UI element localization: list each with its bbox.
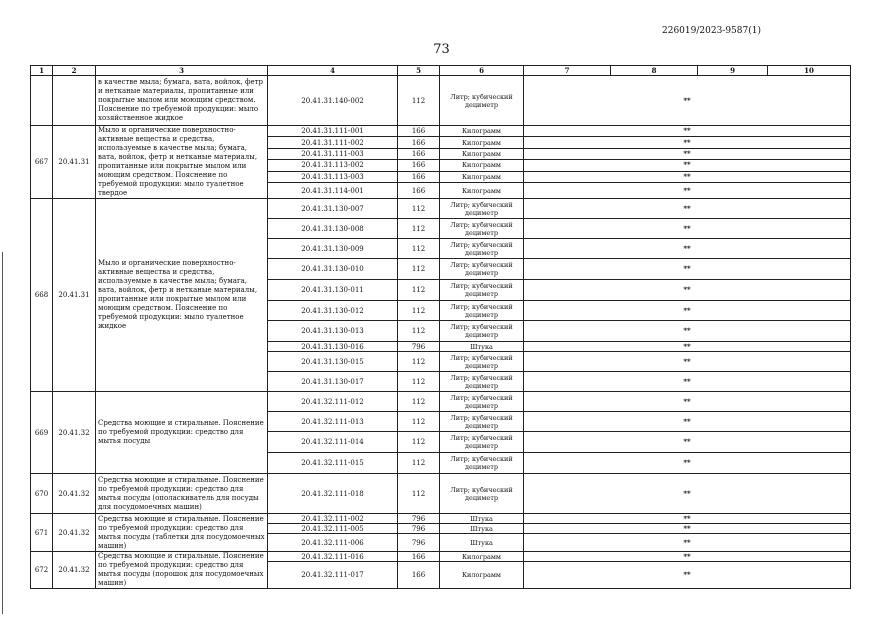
unit-name: Литр; кубический дециметр — [440, 352, 524, 372]
requirement-mark: ** — [524, 534, 851, 552]
ktru-code: 20.41.31.130-012 — [268, 301, 398, 321]
unit-name: Килограмм — [440, 160, 524, 171]
okei-code: 166 — [398, 183, 440, 199]
ktru-code: 20.41.32.111-013 — [268, 412, 398, 432]
unit-name: Штука — [440, 524, 524, 534]
column-header: 5 — [398, 66, 440, 76]
table-row — [31, 474, 851, 514]
table-row — [31, 126, 851, 137]
okpd-code: 20.41.32 — [53, 514, 96, 552]
ktru-code: 20.41.31.130-016 — [268, 342, 398, 352]
ktru-code: 20.41.31.111-002 — [268, 137, 398, 148]
okei-code: 112 — [398, 474, 440, 514]
okei-code: 112 — [398, 321, 440, 342]
unit-name: Литр; кубический дециметр — [440, 76, 524, 126]
product-description: Средства моющие и стиральные. Пояснение по требуемой продукции: средство для мытья посуды (ополаскиватель для посуды для посудомоечных машин) — [96, 474, 268, 514]
okei-code: 796 — [398, 534, 440, 552]
ktru-code: 20.41.31.140-002 — [268, 76, 398, 126]
ktru-code: 20.41.32.111-005 — [268, 524, 398, 534]
table-row — [31, 514, 851, 524]
unit-name: Литр; кубический дециметр — [440, 474, 524, 514]
row-number: 670 — [31, 474, 53, 514]
okei-code: 112 — [398, 199, 440, 219]
unit-name: Литр; кубический дециметр — [440, 259, 524, 280]
okei-code: 166 — [398, 160, 440, 171]
okei-code: 166 — [398, 148, 440, 159]
document-number: 226019/2023-9587(1) — [662, 26, 761, 36]
okei-code: 112 — [398, 392, 440, 412]
ktru-code: 20.41.31.130-015 — [268, 352, 398, 372]
ktru-code: 20.41.32.111-017 — [268, 562, 398, 589]
okei-code: 796 — [398, 524, 440, 534]
okei-code: 166 — [398, 137, 440, 148]
requirement-mark: ** — [524, 183, 851, 199]
requirement-mark: ** — [524, 76, 851, 126]
ktru-code: 20.41.31.111-001 — [268, 126, 398, 137]
ktru-code: 20.41.31.130-013 — [268, 321, 398, 342]
okei-code: 112 — [398, 76, 440, 126]
okei-code: 796 — [398, 514, 440, 524]
column-header: 8 — [611, 66, 698, 76]
requirement-mark: ** — [524, 239, 851, 259]
requirement-mark: ** — [524, 259, 851, 280]
ktru-code: 20.41.32.111-006 — [268, 534, 398, 552]
ktru-code: 20.41.31.130-017 — [268, 372, 398, 392]
ktru-code: 20.41.31.130-010 — [268, 259, 398, 280]
okei-code: 112 — [398, 412, 440, 432]
requirement-mark: ** — [524, 552, 851, 562]
column-header: 3 — [96, 66, 268, 76]
unit-name: Литр; кубический дециметр — [440, 301, 524, 321]
unit-name: Штука — [440, 514, 524, 524]
okpd-code: 20.41.32 — [53, 392, 96, 474]
requirement-mark: ** — [524, 352, 851, 372]
unit-name: Литр; кубический дециметр — [440, 392, 524, 412]
row-number: 668 — [31, 199, 53, 392]
unit-name: Литр; кубический дециметр — [440, 219, 524, 239]
unit-name: Килограмм — [440, 171, 524, 182]
requirement-mark: ** — [524, 474, 851, 514]
unit-name: Килограмм — [440, 126, 524, 137]
ktru-code: 20.41.31.130-011 — [268, 280, 398, 301]
scan-margin-line — [2, 252, 3, 614]
unit-name: Килограмм — [440, 183, 524, 199]
okei-code: 796 — [398, 342, 440, 352]
product-description: Мыло и органические поверхностно-активные вещества и средства, используемые в качестве мыла; бумага, вата, войлок, фетр и нетканые материалы, пропитанные или покрытые мылом или моющим средством. Пояснение по требуемой продукции: мыло туалетное жидкое — [96, 199, 268, 392]
column-header: 10 — [768, 66, 851, 76]
table-row — [31, 76, 851, 126]
requirement-mark: ** — [524, 199, 851, 219]
ktru-code: 20.41.32.111-014 — [268, 432, 398, 453]
unit-name: Литр; кубический дециметр — [440, 372, 524, 392]
column-header: 7 — [524, 66, 611, 76]
okei-code: 112 — [398, 239, 440, 259]
ktru-code: 20.41.31.130-008 — [268, 219, 398, 239]
requirement-mark: ** — [524, 524, 851, 534]
unit-name: Штука — [440, 534, 524, 552]
unit-name: Литр; кубический дециметр — [440, 432, 524, 453]
row-number: 672 — [31, 552, 53, 589]
unit-name: Литр; кубический дециметр — [440, 199, 524, 219]
page-number: 73 — [433, 42, 450, 57]
ktru-code: 20.41.32.111-016 — [268, 552, 398, 562]
unit-name: Килограмм — [440, 552, 524, 562]
ktru-code: 20.41.31.130-009 — [268, 239, 398, 259]
requirement-mark: ** — [524, 514, 851, 524]
row-number: 669 — [31, 392, 53, 474]
okei-code: 112 — [398, 280, 440, 301]
row-number: 671 — [31, 514, 53, 552]
unit-name: Штука — [440, 342, 524, 352]
column-header: 6 — [440, 66, 524, 76]
ktru-code: 20.41.32.111-012 — [268, 392, 398, 412]
okei-code: 112 — [398, 352, 440, 372]
product-description: Мыло и органические поверхностно-активные вещества и средства, используемые в качестве мыла; бумага, вата, войлок, фетр и нетканые материалы, пропитанные или покрытые мылом или моющим средством. Пояснение по требуемой продукции: мыло туалетное твердое — [96, 126, 268, 199]
product-description: в качестве мыла; бумага, вата, войлок, фетр и нетканые материалы, пропитанные или покрытые мылом или моющим средством. Пояснение по требуемой продукции: мыло хозяйственное жидкое — [96, 76, 268, 126]
unit-name: Килограмм — [440, 562, 524, 589]
row-number: 667 — [31, 126, 53, 199]
unit-name: Литр; кубический дециметр — [440, 280, 524, 301]
product-description: Средства моющие и стиральные. Пояснение по требуемой продукции: средство для мытья посуды (порошок для посудомоечных машин) — [96, 552, 268, 589]
okpd-code: 20.41.31 — [53, 126, 96, 199]
requirement-mark: ** — [524, 392, 851, 412]
okei-code: 112 — [398, 301, 440, 321]
requirement-mark: ** — [524, 160, 851, 171]
okei-code: 112 — [398, 432, 440, 453]
okpd-code: 20.41.31 — [53, 199, 96, 392]
column-header: 9 — [698, 66, 768, 76]
requirement-mark: ** — [524, 412, 851, 432]
column-header: 1 — [31, 66, 53, 76]
okei-code: 112 — [398, 259, 440, 280]
table-row — [31, 552, 851, 562]
requirement-mark: ** — [524, 562, 851, 589]
ktru-code: 20.41.32.111-015 — [268, 453, 398, 474]
unit-name: Килограмм — [440, 137, 524, 148]
unit-name: Килограмм — [440, 148, 524, 159]
column-header: 2 — [53, 66, 96, 76]
ktru-code: 20.41.32.111-018 — [268, 474, 398, 514]
column-header: 4 — [268, 66, 398, 76]
ktru-code: 20.41.31.113-003 — [268, 171, 398, 182]
unit-name: Литр; кубический дециметр — [440, 239, 524, 259]
ktru-code: 20.41.31.130-007 — [268, 199, 398, 219]
requirement-mark: ** — [524, 321, 851, 342]
table-row — [31, 199, 851, 219]
okpd-code: 20.41.32 — [53, 474, 96, 514]
okpd-code: 20.41.32 — [53, 552, 96, 589]
unit-name: Литр; кубический дециметр — [440, 321, 524, 342]
okei-code: 166 — [398, 171, 440, 182]
ktru-code: 20.41.31.114-001 — [268, 183, 398, 199]
procurement-table — [30, 65, 851, 589]
ktru-code: 20.41.32.111-002 — [268, 514, 398, 524]
okei-code: 166 — [398, 126, 440, 137]
requirement-mark: ** — [524, 342, 851, 352]
unit-name: Литр; кубический дециметр — [440, 412, 524, 432]
requirement-mark: ** — [524, 372, 851, 392]
column-header-row — [31, 66, 851, 76]
okei-code: 166 — [398, 552, 440, 562]
ktru-code: 20.41.31.111-003 — [268, 148, 398, 159]
okpd-code — [53, 76, 96, 126]
requirement-mark: ** — [524, 432, 851, 453]
okei-code: 112 — [398, 453, 440, 474]
unit-name: Литр; кубический дециметр — [440, 453, 524, 474]
requirement-mark: ** — [524, 171, 851, 182]
okei-code: 166 — [398, 562, 440, 589]
requirement-mark: ** — [524, 301, 851, 321]
row-number — [31, 76, 53, 126]
requirement-mark: ** — [524, 137, 851, 148]
ktru-code: 20.41.31.113-002 — [268, 160, 398, 171]
okei-code: 112 — [398, 219, 440, 239]
requirement-mark: ** — [524, 453, 851, 474]
requirement-mark: ** — [524, 148, 851, 159]
requirement-mark: ** — [524, 126, 851, 137]
requirement-mark: ** — [524, 280, 851, 301]
product-description: Средства моющие и стиральные. Пояснение по требуемой продукции: средство для мытья посуды (таблетки для посудомоечных машин) — [96, 514, 268, 552]
table-row — [31, 392, 851, 412]
okei-code: 112 — [398, 372, 440, 392]
requirement-mark: ** — [524, 219, 851, 239]
product-description: Средства моющие и стиральные. Пояснение по требуемой продукции: средство для мытья посуды — [96, 392, 268, 474]
